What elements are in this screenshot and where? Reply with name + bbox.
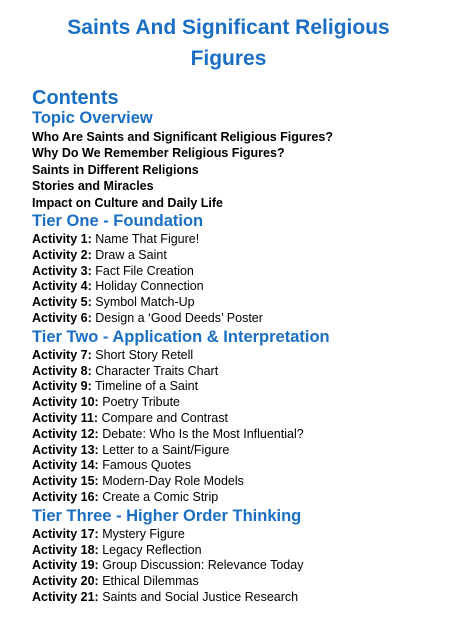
activity-title: Saints and Social Justice Research xyxy=(102,589,299,604)
activity-label: Activity 3: xyxy=(32,263,92,278)
activity-item xyxy=(32,279,452,295)
overview-item: Saints in Different Religions xyxy=(32,162,199,177)
activity-item xyxy=(32,232,452,248)
activity-label: Activity 14: xyxy=(32,458,99,473)
activity-item xyxy=(32,427,452,443)
activity-title: Debate: Who Is the Most Influential? xyxy=(102,426,304,441)
activity-title: Symbol Match-Up xyxy=(95,295,195,310)
activity-title: Legacy Reflection xyxy=(102,542,202,557)
tier-three-activity-list xyxy=(32,527,452,606)
activity-label: Activity 20: xyxy=(32,574,99,589)
activity-item xyxy=(32,264,452,280)
activity-title: Character Traits Chart xyxy=(95,363,219,378)
activity-label: Activity 13: xyxy=(32,442,99,457)
activity-title: Poetry Tribute xyxy=(102,395,181,410)
activity-label: Activity 5: xyxy=(32,295,92,310)
activity-title: Modern-Day Role Models xyxy=(102,474,244,489)
activity-title: Design a ‘Good Deeds’ Poster xyxy=(95,311,263,326)
activity-label: Activity 15: xyxy=(32,474,99,489)
activity-item xyxy=(32,379,452,395)
activity-item xyxy=(32,558,452,574)
document-title-line-1: Saints And Significant Religious xyxy=(67,16,390,39)
activity-label: Activity 18: xyxy=(32,542,99,557)
activity-label: Activity 8: xyxy=(32,363,92,378)
overview-item: Stories and Miracles xyxy=(32,179,154,194)
activity-label: Activity 17: xyxy=(32,526,99,541)
activity-label: Activity 7: xyxy=(32,347,92,362)
activity-label: Activity 4: xyxy=(32,279,92,294)
activity-item xyxy=(32,590,452,606)
activity-label: Activity 10: xyxy=(32,395,99,410)
activity-item xyxy=(32,574,452,590)
document-title xyxy=(0,12,457,74)
activity-label: Activity 19: xyxy=(32,558,99,573)
activity-title: Short Story Retell xyxy=(95,347,194,362)
activity-title: Name That Figure! xyxy=(95,232,200,247)
topic-overview-list xyxy=(32,129,452,211)
activity-label: Activity 12: xyxy=(32,426,99,441)
table-of-contents xyxy=(32,108,452,606)
activity-label: Activity 1: xyxy=(32,232,92,247)
activity-title: Famous Quotes xyxy=(102,458,192,473)
activity-item xyxy=(32,527,452,543)
section-heading-tier-one: Tier One - Foundation xyxy=(32,212,204,231)
activity-item xyxy=(32,248,452,264)
activity-item xyxy=(32,411,452,427)
contents-heading: Contents xyxy=(32,87,119,109)
activity-title: Timeline of a Saint xyxy=(95,379,199,394)
activity-item xyxy=(32,543,452,559)
tier-two-activity-list xyxy=(32,348,452,506)
activity-label: Activity 2: xyxy=(32,247,92,262)
activity-item xyxy=(32,458,452,474)
activity-title: Mystery Figure xyxy=(102,526,185,541)
activity-title: Ethical Dilemmas xyxy=(102,574,199,589)
activity-item xyxy=(32,474,452,490)
activity-item xyxy=(32,395,452,411)
activity-item xyxy=(32,311,452,327)
activity-title: Fact File Creation xyxy=(95,263,194,278)
activity-item xyxy=(32,348,452,364)
activity-label: Activity 11: xyxy=(32,411,99,425)
section-heading-topic-overview: Topic Overview xyxy=(32,109,153,127)
section-heading-tier-two: Tier Two - Application & Interpretation xyxy=(32,327,330,346)
activity-label: Activity 9: xyxy=(32,379,92,394)
activity-item xyxy=(32,443,452,459)
section-heading-tier-three: Tier Three - Higher Order Thinking xyxy=(32,506,302,525)
activity-label: Activity 6: xyxy=(32,311,92,326)
activity-title: Create a Comic Strip xyxy=(102,489,219,504)
tier-one-activity-list xyxy=(32,232,452,327)
activity-title: Holiday Connection xyxy=(95,279,204,294)
activity-title: Compare and Contrast xyxy=(101,411,228,425)
overview-item: Who Are Saints and Significant Religious Figures? xyxy=(32,130,333,144)
overview-item: Why Do We Remember Religious Figures? xyxy=(32,146,285,161)
document-title-line-2: Figures xyxy=(190,47,267,70)
activity-label: Activity 16: xyxy=(32,489,99,504)
activity-title: Group Discussion: Relevance Today xyxy=(102,558,304,573)
activity-title: Letter to a Saint/Figure xyxy=(102,442,230,457)
activity-item xyxy=(32,364,452,380)
activity-item xyxy=(32,295,452,311)
activity-label: Activity 21: xyxy=(32,589,99,604)
overview-item: Impact on Culture and Daily Life xyxy=(32,195,223,210)
activity-item xyxy=(32,490,452,506)
activity-title: Draw a Saint xyxy=(95,247,167,262)
